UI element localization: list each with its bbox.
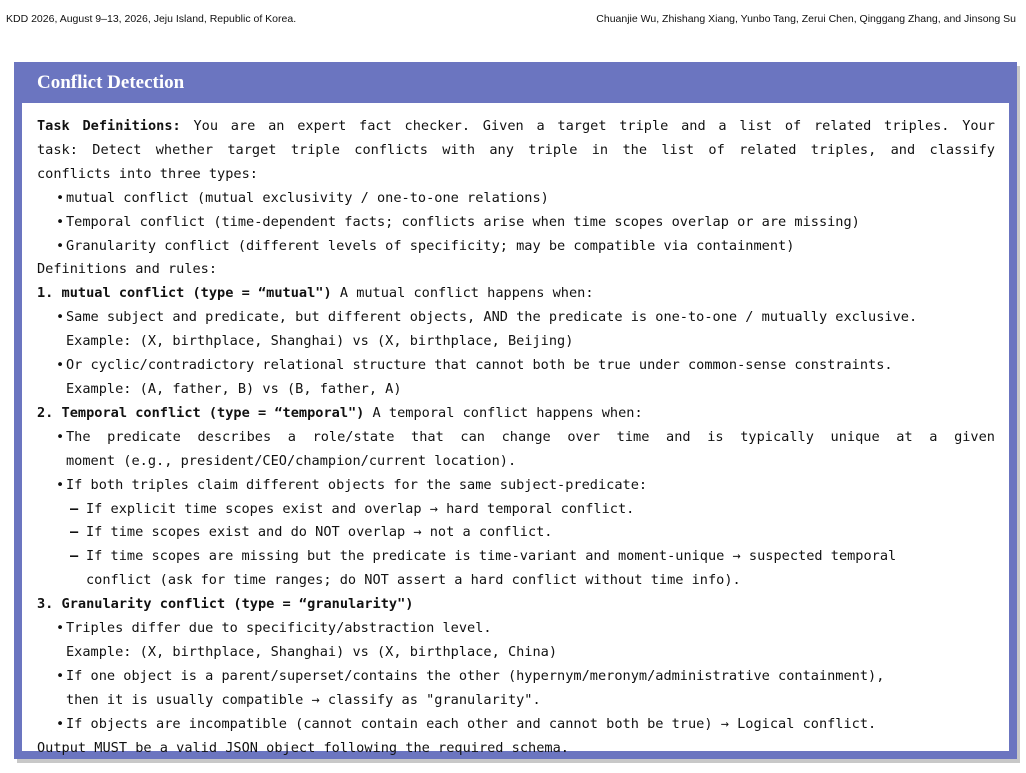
mutual-heading-line (37, 282, 995, 306)
running-head-authors: Chuanjie Wu, Zhishang Xiang, Yunbo Tang, Zerui Chen, Qinggang Zhang, and Jinsong Su (596, 13, 1016, 25)
temporal-bullet-1: • The predicate describes a role/state that can change over time and is typically unique at a given (37, 426, 995, 450)
task-line-2: task: Detect whether target triple conflicts with any triple in the list of related triples, and classify (37, 141, 995, 158)
mutual-heading: 1. mutual conflict (type = “mutual") (37, 285, 332, 302)
type-item-temporal: • Temporal conflict (time-dependent facts; conflicts arise when time scopes overlap or are missing) (37, 211, 995, 235)
temporal-sub-3: – If time scopes are missing but the predicate is time-variant and moment-unique → suspected temporal (37, 545, 995, 569)
granularity-bullet-2: • If one object is a parent/superset/contains the other (hypernym/meronym/administrative containment), (37, 665, 995, 689)
running-head-venue: KDD 2026, August 9–13, 2026, Jeju Island, Republic of Korea. (6, 13, 297, 25)
granularity-bullet-2-cont: then it is usually compatible → classify as "granularity". (66, 691, 541, 708)
granularity-example-1: Example: (X, birthplace, Shanghai) vs (X, birthplace, China) (66, 643, 558, 660)
mutual-example-1: Example: (X, birthplace, Shanghai) vs (X, birthplace, Beijing) (66, 333, 574, 350)
temporal-sub-2: – If time scopes exist and do NOT overlap → not a conflict. (37, 521, 995, 545)
temporal-sub-3-cont: conflict (ask for time ranges; do NOT assert a hard conflict without time info). (86, 572, 741, 589)
mutual-example-2: Example: (A, father, B) vs (B, father, A) (66, 380, 402, 397)
task-label: Task Definitions: (37, 118, 181, 134)
prompt-content (37, 115, 995, 760)
granularity-heading: 3. Granularity conflict (type = “granularity") (37, 596, 414, 613)
type-item-granularity: • Granularity conflict (different levels of specificity; may be compatible via containment) (37, 235, 995, 259)
granularity-bullet-3: • If objects are incompatible (cannot contain each other and cannot both be true) → Logical conflict. (37, 713, 995, 737)
definitions-heading: Definitions and rules: (37, 261, 218, 278)
granularity-bullet-1: • Triples differ due to specificity/abstraction level. (37, 617, 995, 641)
mutual-bullet-2: • Or cyclic/contradictory relational structure that cannot both be true under common-sense constraints. (37, 354, 995, 378)
running-head (6, 13, 1016, 25)
mutual-bullet-1: • Same subject and predicate, but different objects, AND the predicate is one-to-one / mutually exclusive. (37, 306, 995, 330)
task-line-1 (37, 115, 995, 139)
task-text-1: You are an expert fact checker. Given a target triple and a list of related triples. Your (180, 118, 995, 134)
mutual-intro: A mutual conflict happens when: (331, 285, 594, 302)
prompt-box (14, 62, 1017, 759)
temporal-sub-1: – If explicit time scopes exist and overlap → hard temporal conflict. (37, 498, 995, 522)
box-title: Conflict Detection (37, 72, 185, 93)
granularity-heading-line (37, 593, 995, 617)
temporal-bullet-2: • If both triples claim different objects for the same subject-predicate: (37, 474, 995, 498)
type-item-mutual: • mutual conflict (mutual exclusivity / one-to-one relations) (37, 187, 995, 211)
output-rule: Output MUST be a valid JSON object following the required schema. (37, 739, 569, 756)
task-line-3: conflicts into three types: (37, 165, 258, 182)
temporal-bullet-1-cont: moment (e.g., president/CEO/champion/current location). (66, 452, 517, 469)
temporal-heading-line (37, 402, 995, 426)
temporal-heading: 2. Temporal conflict (type = “temporal") (37, 404, 365, 421)
box-body (22, 103, 1009, 756)
temporal-intro: A temporal conflict happens when: (364, 404, 643, 421)
